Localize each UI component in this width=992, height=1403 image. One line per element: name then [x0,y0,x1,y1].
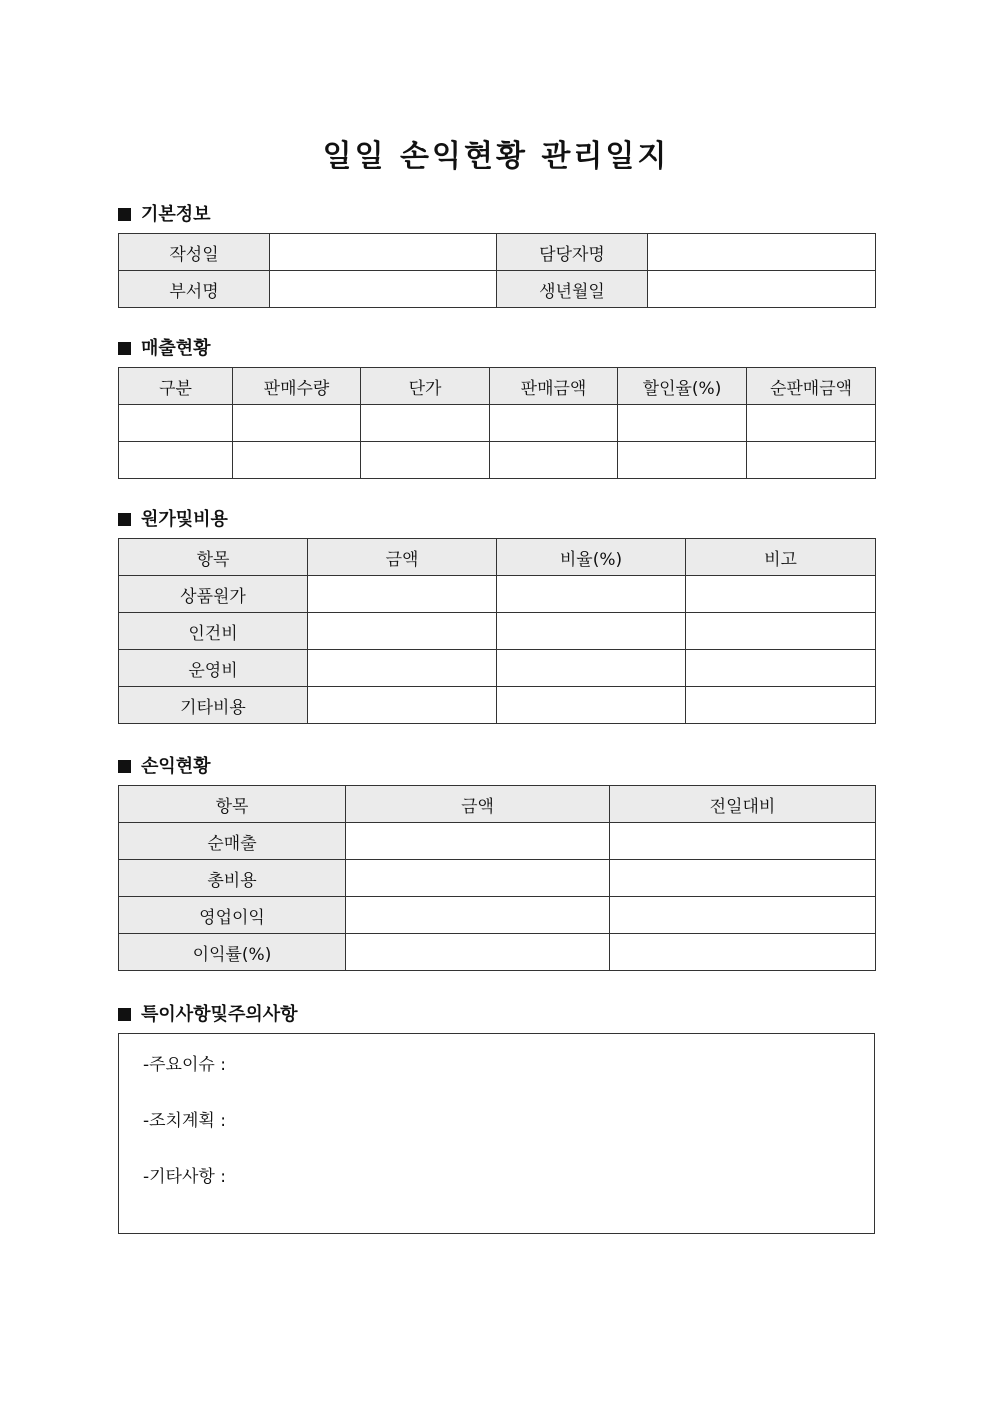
section-heading-basic-info [118,203,211,227]
table-cell[interactable] [361,405,490,442]
column-header: 구분 [119,368,233,405]
table-cell[interactable] [610,897,876,934]
label-department: 부서명 [119,271,270,308]
table-cell[interactable] [618,442,747,479]
row-label: 기타비용 [119,687,308,724]
table-cell[interactable] [497,650,686,687]
basic-info-table [118,233,876,308]
column-header: 순판매금액 [747,368,876,405]
table-row [119,271,876,308]
notes-box[interactable] [118,1033,875,1234]
pnl-table [118,785,876,971]
square-bullet-icon [118,342,131,355]
square-bullet-icon [118,1008,131,1021]
table-cell[interactable] [308,576,497,613]
table-cell[interactable] [610,934,876,971]
section-heading-costs [118,508,228,532]
table-row [119,442,876,479]
table-cell[interactable] [497,687,686,724]
section-heading-text: 특이사항및주의사항 [141,1004,298,1025]
table-row [119,860,876,897]
label-manager-name: 담당자명 [497,234,648,271]
note-other: -기타사항 : [143,1167,226,1187]
column-header: 금액 [308,539,497,576]
section-heading-text: 원가및비용 [141,509,228,530]
page-title: 일일 손익현황 관리일지 [322,139,670,174]
square-bullet-icon [118,760,131,773]
table-header-row [119,786,876,823]
column-header: 할인율(%) [618,368,747,405]
table-cell[interactable] [346,860,610,897]
sales-table [118,367,876,479]
table-cell[interactable] [233,405,361,442]
section-heading-pnl [118,755,211,779]
table-cell[interactable] [119,442,233,479]
table-cell[interactable] [686,576,876,613]
label-author-date: 작성일 [119,234,270,271]
table-row [119,650,876,687]
square-bullet-icon [118,208,131,221]
column-header: 전일대비 [610,786,876,823]
column-header: 비고 [686,539,876,576]
column-header: 금액 [346,786,610,823]
row-label: 순매출 [119,823,346,860]
row-label: 운영비 [119,650,308,687]
table-row [119,234,876,271]
table-cell[interactable] [610,823,876,860]
section-heading-text: 기본정보 [141,204,211,225]
costs-table [118,538,876,724]
row-label: 상품원가 [119,576,308,613]
column-header: 단가 [361,368,490,405]
label-birth-date: 생년월일 [497,271,648,308]
table-row [119,576,876,613]
section-heading-sales [118,337,211,361]
table-cell[interactable] [686,687,876,724]
row-label: 이익률(%) [119,934,346,971]
table-cell[interactable] [346,823,610,860]
column-header: 판매수량 [233,368,361,405]
note-action-plan: -조치계획 : [143,1111,226,1131]
section-heading-text: 매출현황 [141,338,211,359]
section-heading-text: 손익현황 [141,756,211,777]
table-cell[interactable] [497,576,686,613]
birth-date-field[interactable] [648,271,876,308]
table-cell[interactable] [361,442,490,479]
table-header-row [119,368,876,405]
square-bullet-icon [118,513,131,526]
column-header: 항목 [119,539,308,576]
table-cell[interactable] [747,442,876,479]
table-cell[interactable] [497,613,686,650]
table-row [119,687,876,724]
table-cell[interactable] [686,613,876,650]
table-cell[interactable] [119,405,233,442]
row-label: 영업이익 [119,897,346,934]
table-row [119,934,876,971]
table-row [119,897,876,934]
table-cell[interactable] [346,897,610,934]
table-cell[interactable] [233,442,361,479]
column-header: 비율(%) [497,539,686,576]
table-header-row [119,539,876,576]
table-cell[interactable] [618,405,747,442]
note-main-issue: -주요이슈 : [143,1055,226,1075]
table-cell[interactable] [747,405,876,442]
table-cell[interactable] [490,442,618,479]
manager-name-field[interactable] [648,234,876,271]
table-cell[interactable] [346,934,610,971]
section-heading-notes [118,1003,298,1027]
row-label: 인건비 [119,613,308,650]
author-date-field[interactable] [270,234,497,271]
table-cell[interactable] [308,687,497,724]
table-cell[interactable] [686,650,876,687]
row-label: 총비용 [119,860,346,897]
table-cell[interactable] [490,405,618,442]
table-cell[interactable] [610,860,876,897]
table-row [119,613,876,650]
table-row [119,405,876,442]
table-cell[interactable] [308,613,497,650]
department-field[interactable] [270,271,497,308]
column-header: 판매금액 [490,368,618,405]
column-header: 항목 [119,786,346,823]
table-row [119,823,876,860]
table-cell[interactable] [308,650,497,687]
